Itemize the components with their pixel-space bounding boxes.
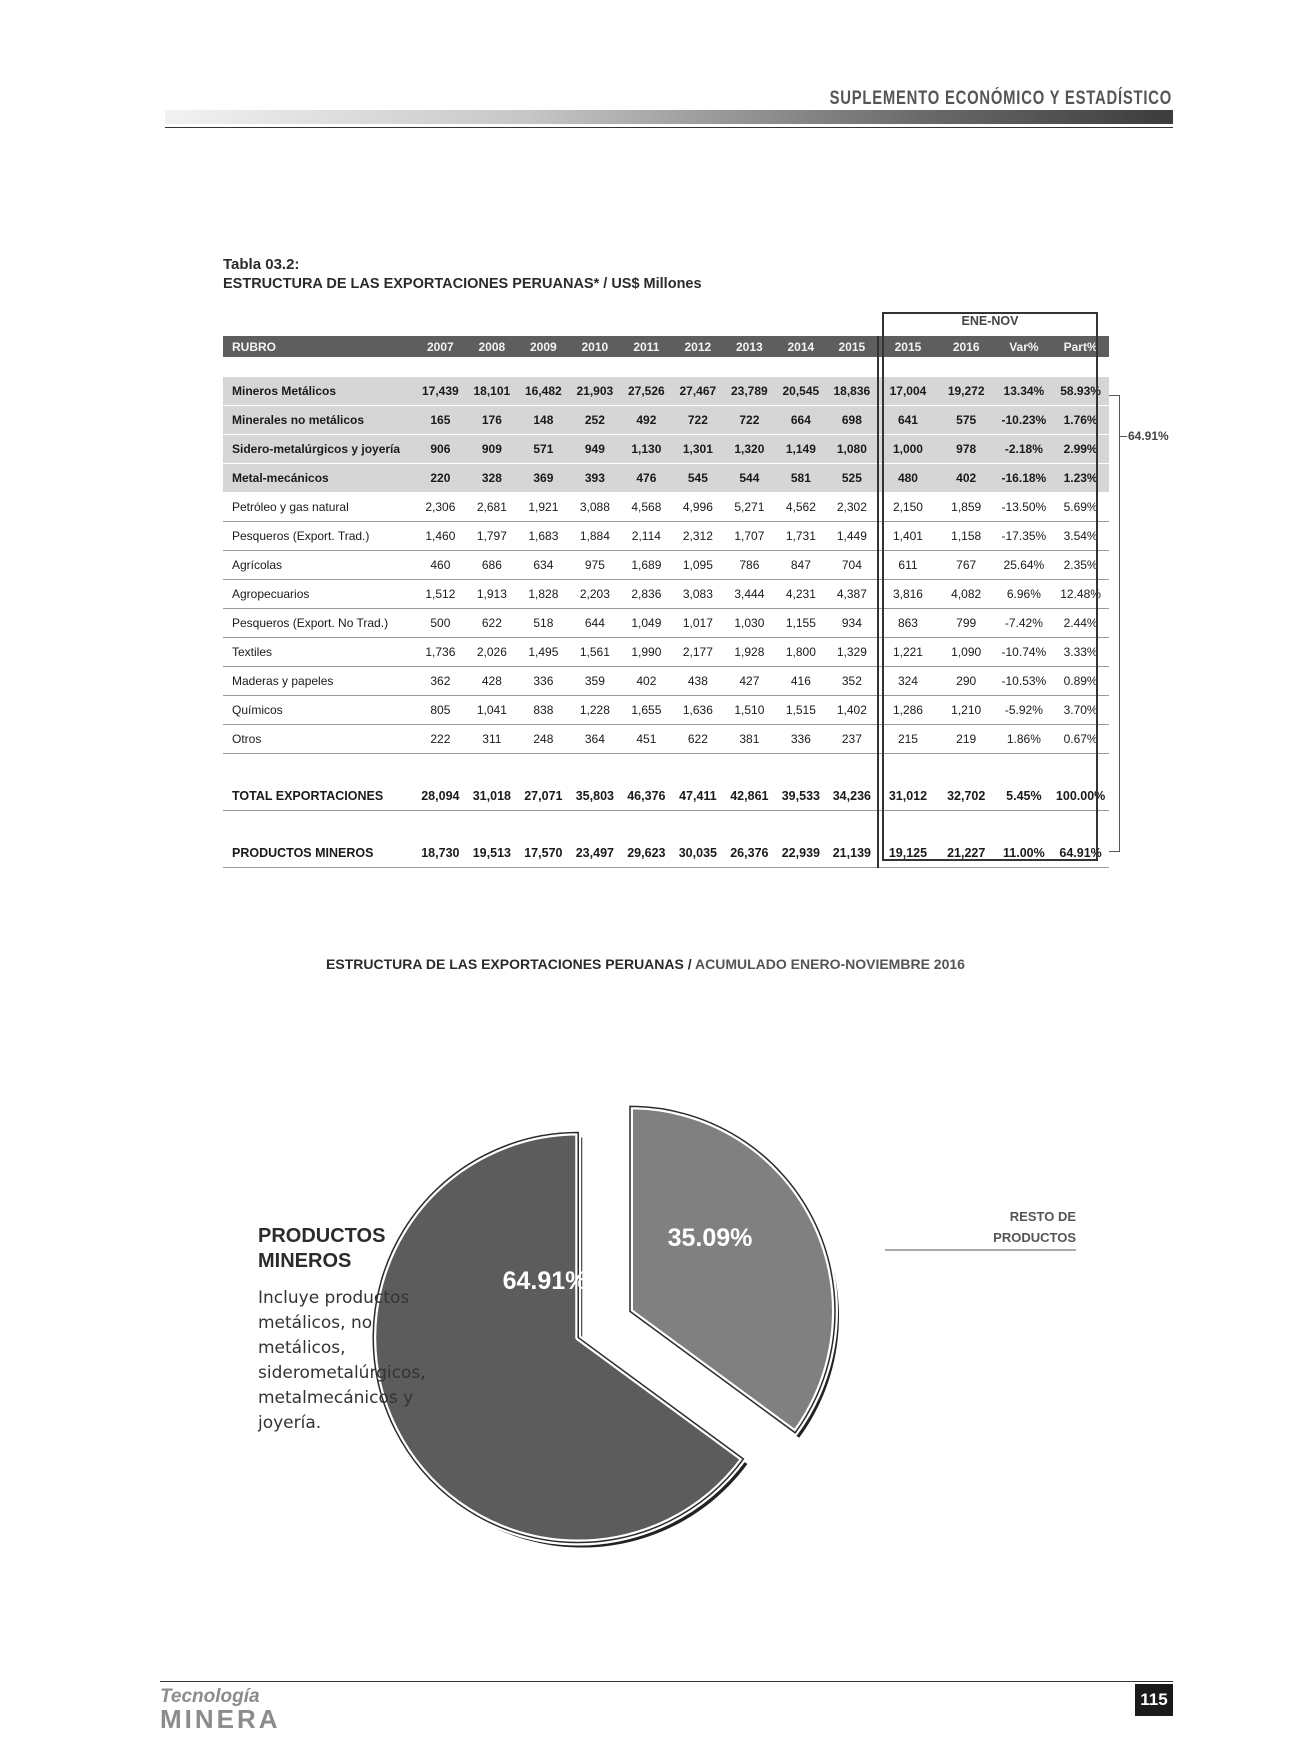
table-cell: 525 xyxy=(827,464,879,493)
table-cell: 34,236 xyxy=(827,782,879,811)
table-cell: 3,816 xyxy=(878,580,937,609)
table-caption-title: ESTRUCTURA DE LAS EXPORTACIONES PERUANAS* / US$ Millones xyxy=(223,276,702,292)
table-cell: 3.70% xyxy=(1052,696,1109,725)
table-cell: 581 xyxy=(775,464,827,493)
table-cell: 1,515 xyxy=(775,696,827,725)
column-header: RUBRO xyxy=(223,336,415,357)
table-cell: 13.34% xyxy=(996,377,1053,406)
table-cell: 46,376 xyxy=(621,782,673,811)
table-cell: 863 xyxy=(878,609,937,638)
table-cell: 3,088 xyxy=(569,493,621,522)
table-cell: -10.53% xyxy=(996,667,1053,696)
table-cell: -2.18% xyxy=(996,435,1053,464)
table-cell: 1,095 xyxy=(672,551,724,580)
table-cell: 21,139 xyxy=(827,839,879,868)
table-cell: 2.35% xyxy=(1052,551,1109,580)
row-label: TOTAL EXPORTACIONES xyxy=(223,782,415,811)
table-cell: 799 xyxy=(937,609,996,638)
table-cell: 4,568 xyxy=(621,493,673,522)
table-cell: 1,683 xyxy=(518,522,570,551)
table-cell: 2,312 xyxy=(672,522,724,551)
column-header: 2008 xyxy=(466,336,518,357)
table-cell: 2.44% xyxy=(1052,609,1109,638)
table-cell: 328 xyxy=(466,464,518,493)
table-cell: 58.93% xyxy=(1052,377,1109,406)
table-cell: -5.92% xyxy=(996,696,1053,725)
table-cell: 1,797 xyxy=(466,522,518,551)
table-cell: 176 xyxy=(466,406,518,435)
table-cell: 1,512 xyxy=(415,580,467,609)
page-number: 115 xyxy=(1135,1684,1173,1716)
column-header: Part% xyxy=(1052,336,1109,357)
table-cell: 1,228 xyxy=(569,696,621,725)
table-cell: 934 xyxy=(827,609,879,638)
productos-mineros-title: PRODUCTOS MINEROS xyxy=(258,1225,386,1272)
table-cell: 17,570 xyxy=(518,839,570,868)
table-cell: 393 xyxy=(569,464,621,493)
table-cell: 1,561 xyxy=(569,638,621,667)
column-header: 2012 xyxy=(672,336,724,357)
table-cell: 3,444 xyxy=(724,580,776,609)
column-header: Var% xyxy=(996,336,1053,357)
table-cell: 324 xyxy=(878,667,937,696)
table-cell: 1,449 xyxy=(827,522,879,551)
table-cell: 18,101 xyxy=(466,377,518,406)
table-cell: 3,083 xyxy=(672,580,724,609)
table-cell: 22,939 xyxy=(775,839,827,868)
table-cell: 1,928 xyxy=(724,638,776,667)
table-cell: 1,460 xyxy=(415,522,467,551)
pie-title-accent: ACUMULADO ENERO-NOVIEMBRE 2016 xyxy=(691,956,965,972)
table-cell: 35,803 xyxy=(569,782,621,811)
table-cell: 2.99% xyxy=(1052,435,1109,464)
pie-slice-resto xyxy=(630,1106,835,1432)
table-cell: 362 xyxy=(415,667,467,696)
table-cell: 438 xyxy=(672,667,724,696)
table-cell: 215 xyxy=(878,725,937,754)
row-label: Pesqueros (Export. No Trad.) xyxy=(223,609,415,638)
table-cell: 1,130 xyxy=(621,435,673,464)
table-cell: 31,012 xyxy=(878,782,937,811)
table-cell: 1,510 xyxy=(724,696,776,725)
table-cell: 686 xyxy=(466,551,518,580)
table-cell: 1,090 xyxy=(937,638,996,667)
table-cell: 722 xyxy=(724,406,776,435)
table-cell: 1.76% xyxy=(1052,406,1109,435)
table-cell: 1,800 xyxy=(775,638,827,667)
table-cell: 1,921 xyxy=(518,493,570,522)
table-cell: 381 xyxy=(724,725,776,754)
table-cell: 2,150 xyxy=(878,493,937,522)
table-cell: 1,149 xyxy=(775,435,827,464)
table-cell: -7.42% xyxy=(996,609,1053,638)
table-cell: 2,302 xyxy=(827,493,879,522)
table-cell: 165 xyxy=(415,406,467,435)
table-cell: 4,231 xyxy=(775,580,827,609)
row-label: Agropecuarios xyxy=(223,580,415,609)
table-cell: 0.67% xyxy=(1052,725,1109,754)
table-cell: -16.18% xyxy=(996,464,1053,493)
row-label: Sidero-metalúrgicos y joyería xyxy=(223,435,415,464)
table-cell: 978 xyxy=(937,435,996,464)
footer-rule xyxy=(160,1681,1173,1682)
table-cell: 18,730 xyxy=(415,839,467,868)
table-cell: 518 xyxy=(518,609,570,638)
table-cell: 1,301 xyxy=(672,435,724,464)
row-label: Otros xyxy=(223,725,415,754)
table-cell: 611 xyxy=(878,551,937,580)
pie-label-resto: 35.09% xyxy=(667,1224,753,1252)
table-cell: 0.89% xyxy=(1052,667,1109,696)
column-header: 2014 xyxy=(775,336,827,357)
footer-logo-top: Tecnología xyxy=(160,1686,260,1707)
pie-title-main: ESTRUCTURA DE LAS EXPORTACIONES PERUANAS / xyxy=(326,956,692,972)
table-cell: 237 xyxy=(827,725,879,754)
column-header: 2007 xyxy=(415,336,467,357)
table-cell: 21,903 xyxy=(569,377,621,406)
table-cell: 1,158 xyxy=(937,522,996,551)
table-cell: 2,681 xyxy=(466,493,518,522)
row-label: Pesqueros (Export. Trad.) xyxy=(223,522,415,551)
table-cell: 23,789 xyxy=(724,377,776,406)
header-title: SUPLEMENTO ECONÓMICO Y ESTADÍSTICO xyxy=(829,88,1172,109)
table-cell: 311 xyxy=(466,725,518,754)
table-cell: 369 xyxy=(518,464,570,493)
table-cell: 19,513 xyxy=(466,839,518,868)
table-cell: 64.91% xyxy=(1052,839,1109,868)
column-header: 2016 xyxy=(937,336,996,357)
column-header: 2015 xyxy=(827,336,879,357)
table-cell: 1,320 xyxy=(724,435,776,464)
table-cell: 100.00% xyxy=(1052,782,1109,811)
table-cell: 18,836 xyxy=(827,377,879,406)
row-label: Maderas y papeles xyxy=(223,667,415,696)
table-cell: 1,884 xyxy=(569,522,621,551)
table-cell: -10.23% xyxy=(996,406,1053,435)
table-cell: -13.50% xyxy=(996,493,1053,522)
table-cell: 28,094 xyxy=(415,782,467,811)
table-cell: 17,439 xyxy=(415,377,467,406)
table-cell: 402 xyxy=(937,464,996,493)
table-cell: 1,990 xyxy=(621,638,673,667)
table-cell: 571 xyxy=(518,435,570,464)
table-cell: 427 xyxy=(724,667,776,696)
table-cell: 4,082 xyxy=(937,580,996,609)
table-cell: 16,482 xyxy=(518,377,570,406)
table-cell: 252 xyxy=(569,406,621,435)
table-cell: 4,996 xyxy=(672,493,724,522)
table-cell: 11.00% xyxy=(996,839,1053,868)
row-label: Químicos xyxy=(223,696,415,725)
table-cell: 402 xyxy=(621,667,673,696)
column-header: 2009 xyxy=(518,336,570,357)
column-header: 2015 xyxy=(878,336,937,357)
table-cell: 545 xyxy=(672,464,724,493)
table-cell: 480 xyxy=(878,464,937,493)
table-cell: 428 xyxy=(466,667,518,696)
table-cell: 25.64% xyxy=(996,551,1053,580)
table-cell: 1,655 xyxy=(621,696,673,725)
table-cell: 1,401 xyxy=(878,522,937,551)
pie-label-productos-mineros: 64.91% xyxy=(502,1267,588,1295)
table-cell: 544 xyxy=(724,464,776,493)
table-caption-number: Tabla 03.2: xyxy=(223,256,300,273)
table-cell: 3.33% xyxy=(1052,638,1109,667)
table-cell: 1,210 xyxy=(937,696,996,725)
table-cell: 1,030 xyxy=(724,609,776,638)
table-cell: 1,286 xyxy=(878,696,937,725)
row-label: Mineros Metálicos xyxy=(223,377,415,406)
table-cell: 575 xyxy=(937,406,996,435)
table-cell: 805 xyxy=(415,696,467,725)
table-cell: 622 xyxy=(672,725,724,754)
table-cell: 722 xyxy=(672,406,724,435)
table-cell: 1,041 xyxy=(466,696,518,725)
table-cell: 1,707 xyxy=(724,522,776,551)
table-cell: 2,177 xyxy=(672,638,724,667)
table-cell: 29,623 xyxy=(621,839,673,868)
table-cell: 5,271 xyxy=(724,493,776,522)
table-cell: 220 xyxy=(415,464,467,493)
table-cell: 364 xyxy=(569,725,621,754)
table-cell: 1,017 xyxy=(672,609,724,638)
table-cell: 5.69% xyxy=(1052,493,1109,522)
table-cell: 906 xyxy=(415,435,467,464)
resto-productos-label: RESTO DE PRODUCTOS xyxy=(993,1209,1076,1245)
row-label: Minerales no metálicos xyxy=(223,406,415,435)
table-cell: 1.23% xyxy=(1052,464,1109,493)
table-cell: 786 xyxy=(724,551,776,580)
table-cell: 1,080 xyxy=(827,435,879,464)
table-cell: 704 xyxy=(827,551,879,580)
table-cell: 1,049 xyxy=(621,609,673,638)
table-cell: 909 xyxy=(466,435,518,464)
table-cell: 23,497 xyxy=(569,839,621,868)
table-cell: 248 xyxy=(518,725,570,754)
table-cell: -17.35% xyxy=(996,522,1053,551)
table-cell: 847 xyxy=(775,551,827,580)
table-cell: 975 xyxy=(569,551,621,580)
table-cell: 20,545 xyxy=(775,377,827,406)
table-cell: 641 xyxy=(878,406,937,435)
table-cell: 359 xyxy=(569,667,621,696)
table-cell: 416 xyxy=(775,667,827,696)
table-cell: 32,702 xyxy=(937,782,996,811)
table-cell: 644 xyxy=(569,609,621,638)
row-label: Agrícolas xyxy=(223,551,415,580)
table-cell: 2,306 xyxy=(415,493,467,522)
table-cell: 698 xyxy=(827,406,879,435)
table-cell: 1,329 xyxy=(827,638,879,667)
table-cell: 949 xyxy=(569,435,621,464)
table-cell: 31,018 xyxy=(466,782,518,811)
table-cell: 1,859 xyxy=(937,493,996,522)
column-header: 2010 xyxy=(569,336,621,357)
table-cell: 1,402 xyxy=(827,696,879,725)
table-cell: 219 xyxy=(937,725,996,754)
table-cell: 492 xyxy=(621,406,673,435)
productos-mineros-description: Incluye productos metálicos, no metálicos, siderometalúrgicos, metalmecánicos y joyería. xyxy=(258,1288,426,1433)
column-header: 2013 xyxy=(724,336,776,357)
table-cell: 42,861 xyxy=(724,782,776,811)
table-cell: 352 xyxy=(827,667,879,696)
table-cell: 476 xyxy=(621,464,673,493)
table-cell: 148 xyxy=(518,406,570,435)
row-label: Textiles xyxy=(223,638,415,667)
table-cell: 1,636 xyxy=(672,696,724,725)
table-cell: 290 xyxy=(937,667,996,696)
table-cell: 336 xyxy=(775,725,827,754)
table-cell: 1,913 xyxy=(466,580,518,609)
table-cell: 2,114 xyxy=(621,522,673,551)
table-cell: 838 xyxy=(518,696,570,725)
table-cell: 622 xyxy=(466,609,518,638)
table-cell: 1,731 xyxy=(775,522,827,551)
table-cell: 27,467 xyxy=(672,377,724,406)
table-cell: 27,071 xyxy=(518,782,570,811)
table-cell: 5.45% xyxy=(996,782,1053,811)
table-cell: 1,000 xyxy=(878,435,937,464)
table-cell: 17,004 xyxy=(878,377,937,406)
table-cell: 2,203 xyxy=(569,580,621,609)
column-header: 2011 xyxy=(621,336,673,357)
table-cell: 634 xyxy=(518,551,570,580)
row-label: PRODUCTOS MINEROS xyxy=(223,839,415,868)
table-cell: 460 xyxy=(415,551,467,580)
table-cell: 767 xyxy=(937,551,996,580)
table-cell: 2,836 xyxy=(621,580,673,609)
table-cell: 1.86% xyxy=(996,725,1053,754)
table-cell: 19,125 xyxy=(878,839,937,868)
table-cell: 19,272 xyxy=(937,377,996,406)
table-cell: 2,026 xyxy=(466,638,518,667)
footer-logo-bottom: MINERA xyxy=(160,1704,281,1734)
row-label: Metal-mecánicos xyxy=(223,464,415,493)
table-cell: 47,411 xyxy=(672,782,724,811)
table-cell: 12.48% xyxy=(1052,580,1109,609)
table-cell: 4,387 xyxy=(827,580,879,609)
table-cell: 1,736 xyxy=(415,638,467,667)
table-cell: 500 xyxy=(415,609,467,638)
table-cell: 4,562 xyxy=(775,493,827,522)
table-cell: 664 xyxy=(775,406,827,435)
table-cell: 3.54% xyxy=(1052,522,1109,551)
table-cell: -10.74% xyxy=(996,638,1053,667)
table-cell: 26,376 xyxy=(724,839,776,868)
table-cell: 1,828 xyxy=(518,580,570,609)
table-cell: 30,035 xyxy=(672,839,724,868)
table-cell: 27,526 xyxy=(621,377,673,406)
table-cell: 451 xyxy=(621,725,673,754)
table-cell: 222 xyxy=(415,725,467,754)
row-label: Petróleo y gas natural xyxy=(223,493,415,522)
table-cell: 6.96% xyxy=(996,580,1053,609)
table-cell: 21,227 xyxy=(937,839,996,868)
table-cell: 1,689 xyxy=(621,551,673,580)
table-cell: 1,221 xyxy=(878,638,937,667)
table-cell: 1,155 xyxy=(775,609,827,638)
minerals-bracket-label: 64.91% xyxy=(1128,429,1169,443)
table-cell: 336 xyxy=(518,667,570,696)
table-cell: 39,533 xyxy=(775,782,827,811)
table-cell: 1,495 xyxy=(518,638,570,667)
ene-nov-group-label: ENE-NOV xyxy=(961,314,1019,328)
